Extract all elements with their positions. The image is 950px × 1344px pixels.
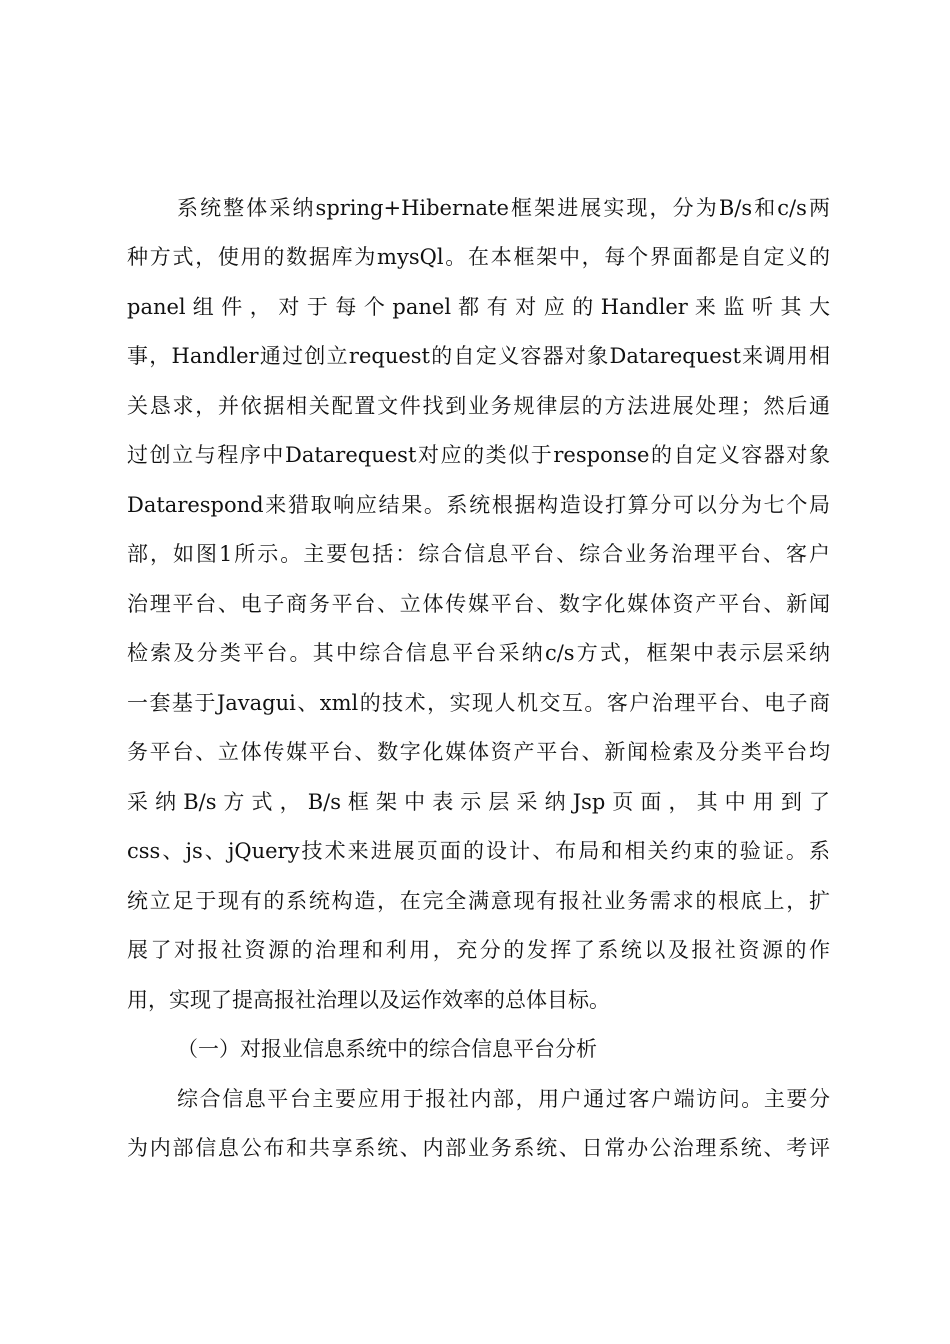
paragraph-1-line-2: 种方式，使用的数据库为mysQl。在本框架中，每个界面都是自定义的 bbox=[127, 245, 830, 269]
paragraph-1-line-5: 关恳求，并依据相关配置文件找到业务规律层的方法进展处理；然后通 bbox=[127, 394, 830, 418]
paragraph-1-line-10: 检索及分类平台。其中综合信息平台采纳c/s方式，框架中表示层采纳 bbox=[127, 641, 830, 665]
paragraph-1-line-3: panel 组 件 ， 对 于 每 个 panel 都 有 对 应 的 Handler 来 监 听 其 大 bbox=[127, 295, 830, 319]
paragraph-1-line-15: 统立足于现有的系统构造，在完全满意现有报社业务需求的根底上，扩 bbox=[127, 889, 830, 913]
paragraph-1-line-11: 一套基于Javagui、xml的技术，实现人机交互。客户治理平台、电子商 bbox=[127, 691, 830, 715]
paragraph-2-line-2: 为内部信息公布和共享系统、内部业务系统、日常办公治理系统、考评 bbox=[127, 1136, 830, 1160]
paragraph-1-line-9: 治理平台、电子商务平台、立体传媒平台、数字化媒体资产平台、新闻 bbox=[127, 592, 830, 616]
section-heading: （一）对报业信息系统中的综合信息平台分析 bbox=[177, 1037, 597, 1061]
paragraph-1-line-13: 采 纳 B/s 方 式 ， B/s 框 架 中 表 示 层 采 纳 Jsp 页 面 ， 其 中 用 到 了 bbox=[127, 790, 830, 814]
paragraph-1-line-12: 务平台、立体传媒平台、数字化媒体资产平台、新闻检索及分类平台均 bbox=[127, 740, 830, 764]
paragraph-1-line-16: 展了对报社资源的治理和利用，充分的发挥了系统以及报社资源的作 bbox=[127, 938, 830, 962]
paragraph-1-line-17: 用，实现了提高报社治理以及运作效率的总体目标。 bbox=[127, 988, 610, 1012]
paragraph-1-line-8: 部，如图1所示。主要包括：综合信息平台、综合业务治理平台、客户 bbox=[127, 542, 830, 566]
paragraph-1-line-1: 系统整体采纳spring+Hibernate框架进展实现，分为B/s和c/s两 bbox=[177, 196, 830, 220]
paragraph-1-line-4: 事，Handler通过创立request的自定义容器对象Datarequest来调用相 bbox=[127, 344, 830, 368]
paragraph-1-line-7: Datarespond来猎取响应结果。系统根据构造设打算分可以分为七个局 bbox=[127, 493, 830, 517]
paragraph-1-line-14: css、js、jQuery技术来进展页面的设计、布局和相关约束的验证。系 bbox=[127, 839, 830, 863]
paragraph-1-line-6: 过创立与程序中Datarequest对应的类似于response的自定义容器对象 bbox=[127, 443, 830, 467]
paragraph-2-line-1: 综合信息平台主要应用于报社内部，用户通过客户端访问。主要分 bbox=[177, 1087, 830, 1111]
